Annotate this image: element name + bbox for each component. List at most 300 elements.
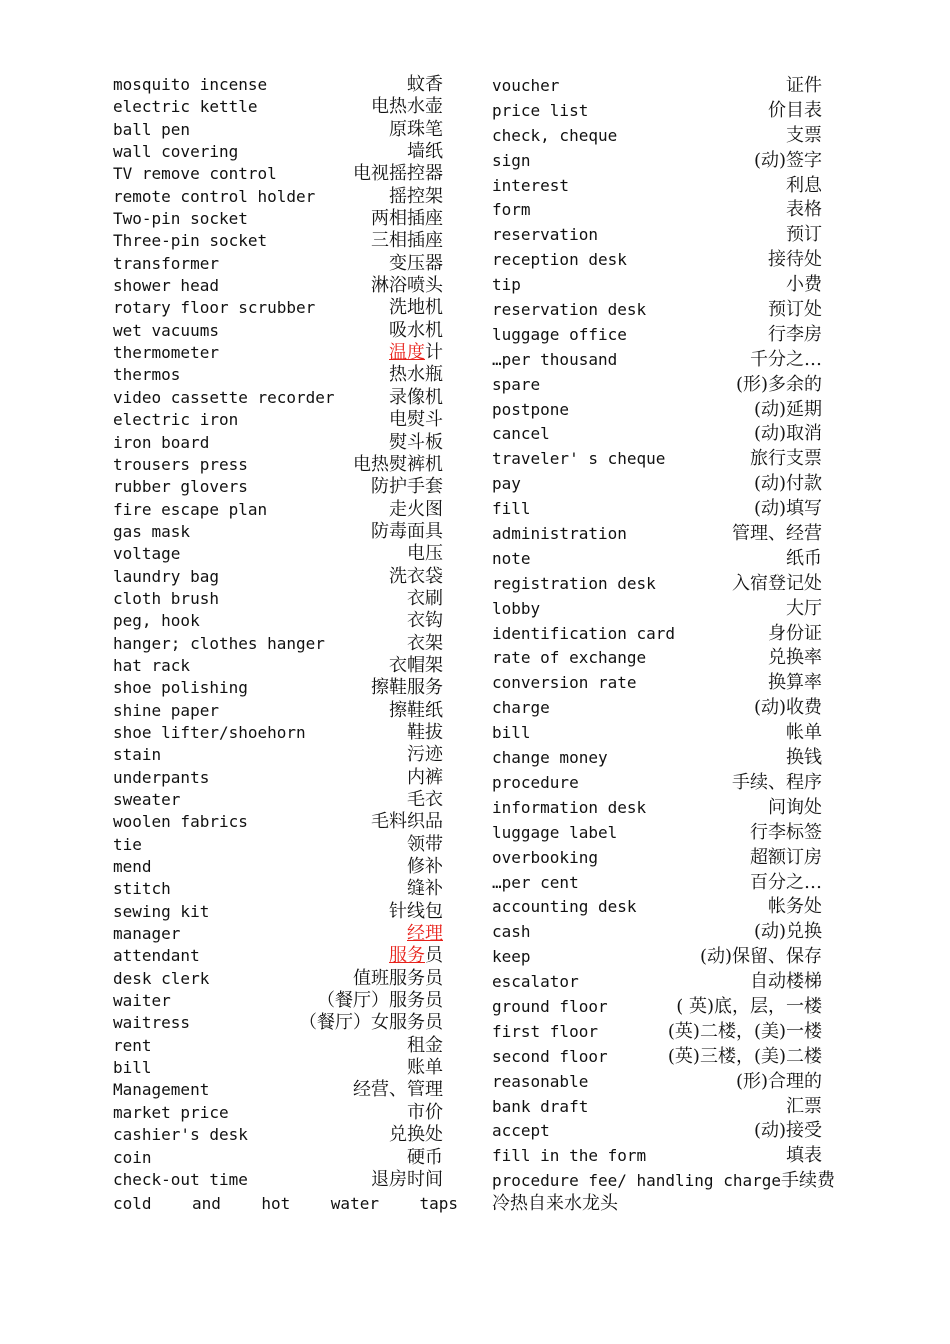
vocab-row — [492, 696, 822, 721]
vocab-row — [492, 273, 822, 298]
chinese-term: 支票 — [786, 124, 822, 146]
chinese-term: (形)多余的 — [735, 373, 822, 395]
chinese-term — [389, 342, 443, 364]
vocab-row — [113, 722, 443, 744]
vocab-row — [113, 767, 443, 789]
english-term: spare — [492, 374, 541, 394]
vocab-row — [492, 1169, 835, 1194]
vocab-row — [113, 588, 443, 610]
chinese-term: 证件 — [786, 75, 822, 96]
english-term: transformer — [113, 253, 219, 273]
chinese-term: 百分之… — [750, 871, 822, 893]
english-term: bill — [492, 723, 531, 743]
english-term: postpone — [492, 399, 570, 419]
vocab-row — [113, 566, 443, 588]
english-term: attendant — [113, 946, 200, 966]
chinese-term: 退房时间 — [371, 1168, 443, 1190]
english-term: rubber glovers — [113, 477, 248, 497]
vocab-row — [113, 923, 443, 945]
english-term: sewing kit — [113, 901, 210, 921]
vocab-row — [113, 901, 443, 923]
footer-word: hot — [261, 1194, 291, 1213]
footer-word: cold — [113, 1194, 152, 1213]
english-term: fill — [492, 499, 531, 519]
chinese-term: (动)收费 — [753, 697, 822, 719]
highlighted-text: 服务 — [389, 945, 425, 967]
vocab-row — [492, 547, 822, 572]
chinese-term: (动)保留、保存 — [699, 946, 822, 968]
vocab-row — [492, 597, 822, 622]
chinese-term-rest: 计 — [425, 342, 443, 364]
vocab-row — [113, 744, 443, 766]
english-term: peg, hook — [113, 611, 200, 631]
english-term: tie — [113, 834, 142, 854]
vocab-row — [492, 1070, 822, 1095]
footer-word: water — [330, 1194, 379, 1213]
english-term: accounting desk — [492, 897, 637, 917]
vocab-row — [113, 1124, 443, 1146]
english-term: pay — [492, 474, 521, 494]
chinese-term: 管理、经营 — [732, 523, 822, 545]
english-term: Two-pin socket — [113, 209, 248, 229]
highlighted-text: 经理 — [407, 923, 443, 945]
english-term: mend — [113, 857, 152, 877]
english-term: iron board — [113, 432, 210, 452]
english-term: electric kettle — [113, 97, 258, 117]
chinese-term: (英)二楼，(美)一楼 — [667, 1020, 822, 1042]
vocab-row — [113, 297, 443, 319]
vocab-row — [113, 320, 443, 342]
vocab-row — [113, 1169, 443, 1191]
english-term: reasonable — [492, 1071, 589, 1091]
vocab-row — [113, 96, 443, 118]
vocab-row — [492, 373, 822, 398]
chinese-term: 千分之… — [750, 348, 822, 370]
english-term: rent — [113, 1035, 152, 1055]
vocab-row — [113, 409, 443, 431]
english-term: information desk — [492, 797, 647, 817]
english-term: ball pen — [113, 119, 191, 139]
footer-word: and — [192, 1194, 221, 1213]
chinese-term: 问询处 — [768, 796, 822, 818]
vocab-row — [113, 811, 443, 833]
chinese-term: 缝补 — [407, 878, 443, 900]
vocab-row — [492, 995, 822, 1020]
chinese-term: (动)延期 — [753, 398, 822, 420]
english-term: overbooking — [492, 847, 598, 867]
chinese-term: （餐厅）服务员 — [317, 990, 443, 1012]
english-term: gas mask — [113, 521, 191, 541]
english-term: Management — [113, 1080, 210, 1100]
chinese-term: 两相插座 — [371, 208, 443, 230]
chinese-term: 行李房 — [768, 323, 822, 345]
vocab-row — [113, 610, 443, 632]
english-term: price list — [492, 100, 589, 120]
vocab-row — [492, 174, 822, 199]
vocab-row — [492, 721, 822, 746]
chinese-term: 三相插座 — [371, 230, 443, 252]
vocab-row — [492, 871, 822, 896]
vocab-row — [113, 1147, 443, 1169]
vocab-row — [492, 298, 822, 323]
english-term: woolen fabrics — [113, 812, 248, 832]
english-term: note — [492, 548, 531, 568]
vocab-row — [492, 1144, 822, 1169]
vocab-row — [492, 248, 822, 273]
chinese-term: 吸水机 — [389, 319, 443, 341]
english-term: desk clerk — [113, 968, 210, 988]
english-term: waitress — [113, 1013, 191, 1033]
chinese-term: 熨斗板 — [389, 431, 443, 453]
english-term: manager — [113, 924, 181, 944]
vocab-row — [113, 633, 443, 655]
chinese-term: 填表 — [786, 1145, 822, 1167]
chinese-term: 自动楼梯 — [750, 971, 822, 993]
chinese-term: 擦鞋服务 — [371, 677, 443, 699]
english-term: cloth brush — [113, 588, 219, 608]
vocab-row — [113, 141, 443, 163]
chinese-term: (动)取消 — [753, 423, 822, 445]
chinese-term: 录像机 — [389, 386, 443, 408]
chinese-term: 换钱 — [786, 747, 822, 769]
footer-row — [113, 1192, 633, 1216]
vocab-row — [492, 572, 822, 597]
vocab-row — [492, 447, 822, 472]
chinese-term: 账单 — [407, 1057, 443, 1079]
chinese-term: 电熨斗 — [389, 409, 443, 431]
vocab-row — [492, 348, 822, 373]
vocab-row — [113, 74, 443, 96]
vocab-row — [113, 968, 443, 990]
chinese-term: （餐厅）女服务员 — [299, 1012, 443, 1034]
english-term: fill in the form — [492, 1146, 647, 1166]
vocab-row — [492, 99, 822, 124]
chinese-term: 电视摇控器 — [353, 163, 443, 185]
english-term: interest — [492, 175, 570, 195]
english-term: luggage office — [492, 324, 627, 344]
vocab-row — [113, 499, 443, 521]
chinese-term: (动)付款 — [753, 473, 822, 495]
chinese-term: 毛料织品 — [371, 811, 443, 833]
english-term: video cassette recorder — [113, 387, 335, 407]
vocab-row — [492, 497, 822, 522]
chinese-term: 污迹 — [407, 744, 443, 766]
vocab-row — [113, 1035, 443, 1057]
chinese-term: 淋浴喷头 — [371, 275, 443, 297]
vocab-row — [492, 895, 822, 920]
chinese-term: 走火图 — [389, 498, 443, 520]
vocab-row — [492, 746, 822, 771]
vocab-row — [492, 422, 822, 447]
english-term: fire escape plan — [113, 499, 268, 519]
english-term: check, cheque — [492, 125, 618, 145]
chinese-term: 电热熨裤机 — [353, 453, 443, 475]
vocab-row — [113, 476, 443, 498]
english-term: TV remove control — [113, 164, 277, 184]
vocab-row — [113, 454, 443, 476]
chinese-term: 手续、程序 — [732, 771, 822, 793]
vocab-row — [113, 230, 443, 252]
chinese-term: 修补 — [407, 856, 443, 878]
english-term: hanger; clothes hanger — [113, 633, 325, 653]
vocab-row — [492, 1020, 822, 1045]
vocab-row — [113, 364, 443, 386]
chinese-term: 电压 — [407, 543, 443, 565]
chinese-term: 鞋拔 — [407, 721, 443, 743]
chinese-term: 表格 — [786, 199, 822, 221]
english-term: trousers press — [113, 454, 248, 474]
vocab-row — [113, 208, 443, 230]
english-term: sign — [492, 150, 531, 170]
vocab-row — [113, 700, 443, 722]
english-term: thermometer — [113, 343, 219, 363]
chinese-term: (动)填写 — [753, 498, 822, 520]
chinese-term: 衣帽架 — [389, 654, 443, 676]
chinese-term: 预订处 — [768, 299, 822, 321]
chinese-term: 防毒面具 — [371, 520, 443, 542]
chinese-term: 旅行支票 — [750, 448, 822, 470]
chinese-term — [389, 945, 443, 967]
chinese-term: 换算率 — [768, 672, 822, 694]
vocab-row — [492, 398, 822, 423]
vocab-row — [113, 945, 443, 967]
chinese-term: (动)兑换 — [753, 921, 822, 943]
chinese-term: 洗衣袋 — [389, 565, 443, 587]
english-term: market price — [113, 1102, 229, 1122]
chinese-term: 帐务处 — [768, 896, 822, 918]
chinese-term: 纸币 — [786, 547, 822, 569]
english-term: electric iron — [113, 410, 239, 430]
english-term: hat rack — [113, 655, 191, 675]
vocab-row — [113, 163, 443, 185]
english-term: bill — [113, 1058, 152, 1078]
chinese-term: 价目表 — [768, 99, 822, 121]
chinese-term: 毛衣 — [407, 789, 443, 810]
chinese-term: 防护手套 — [371, 476, 443, 498]
english-term: underpants — [113, 767, 210, 787]
chinese-term: 接待处 — [768, 249, 822, 271]
english-term: cash — [492, 922, 531, 942]
chinese-term: 租金 — [407, 1034, 443, 1056]
vocab-row — [113, 677, 443, 699]
english-term: shower head — [113, 276, 219, 296]
chinese-term: 原珠笔 — [389, 118, 443, 140]
english-term: registration desk — [492, 573, 656, 593]
english-term: sweater — [113, 790, 181, 809]
chinese-term: 衣钩 — [407, 610, 443, 632]
chinese-term: 衣架 — [407, 632, 443, 654]
vocab-row — [492, 846, 822, 871]
english-term: wall covering — [113, 142, 239, 162]
vocab-row — [113, 119, 443, 141]
chinese-term: 领带 — [407, 833, 443, 855]
vocab-row — [492, 796, 822, 821]
vocab-row — [113, 878, 443, 900]
vocab-row — [113, 789, 443, 811]
chinese-term: 身份证 — [768, 622, 822, 644]
english-term: reservation desk — [492, 300, 647, 320]
chinese-term: 行李标签 — [750, 821, 822, 843]
chinese-term: 经营、管理 — [353, 1079, 443, 1101]
english-term: administration — [492, 524, 627, 544]
chinese-term: 小费 — [786, 274, 822, 296]
vocab-row — [492, 1045, 822, 1070]
chinese-term — [407, 923, 443, 945]
vocab-row — [113, 834, 443, 856]
english-term: cashier's desk — [113, 1125, 248, 1145]
chinese-term: 针线包 — [389, 900, 443, 922]
chinese-term-rest: 员 — [425, 945, 443, 967]
vocab-row — [113, 856, 443, 878]
chinese-term: 墙纸 — [407, 141, 443, 163]
english-term: waiter — [113, 991, 171, 1011]
footer-chinese: 冷热自来水龙头 — [492, 1193, 618, 1214]
vocab-row — [492, 622, 822, 647]
vocab-row — [113, 521, 443, 543]
chinese-term: 洗地机 — [389, 297, 443, 319]
chinese-term: 入宿登记处 — [732, 572, 822, 594]
vocab-row — [113, 186, 443, 208]
vocab-row — [492, 472, 822, 497]
vocab-row — [492, 74, 822, 99]
chinese-term: (动)接受 — [753, 1120, 822, 1142]
english-term: stain — [113, 745, 162, 765]
english-term: conversion rate — [492, 673, 637, 693]
english-term: shine paper — [113, 700, 219, 720]
english-term: …per thousand — [492, 349, 618, 369]
chinese-term: (形)合理的 — [735, 1070, 822, 1092]
chinese-term: 衣刷 — [407, 587, 443, 609]
vocab-row — [492, 522, 822, 547]
chinese-term: 变压器 — [389, 252, 443, 274]
chinese-term: (动)签字 — [753, 149, 822, 171]
chinese-term: (英)三楼，(美)二楼 — [667, 1045, 822, 1067]
vocab-row — [113, 543, 443, 565]
english-term: coin — [113, 1147, 152, 1167]
english-term: second floor — [492, 1046, 608, 1066]
english-term: first floor — [492, 1021, 598, 1041]
english-term: form — [492, 200, 531, 220]
english-term: procedure fee/ handling charge — [492, 1171, 781, 1191]
english-term: lobby — [492, 598, 541, 618]
vocab-row — [113, 1012, 443, 1034]
english-term: reservation — [492, 225, 598, 245]
chinese-term: 预订 — [786, 224, 822, 246]
vocab-row — [492, 671, 822, 696]
vocab-row — [492, 821, 822, 846]
english-term: procedure — [492, 772, 579, 792]
english-term: stitch — [113, 879, 171, 899]
english-term: shoe lifter/shoehorn — [113, 722, 306, 742]
english-term: rotary floor scrubber — [113, 298, 316, 318]
english-term: wet vacuums — [113, 320, 219, 340]
vocab-row — [113, 1079, 443, 1101]
chinese-term: 电热水壶 — [371, 96, 443, 118]
vocab-row — [113, 990, 443, 1012]
english-term: bank draft — [492, 1096, 589, 1116]
vocab-row — [113, 275, 443, 297]
chinese-term: 帐单 — [786, 722, 822, 744]
english-term: cancel — [492, 424, 550, 444]
chinese-term: 擦鞋纸 — [389, 699, 443, 721]
english-term: tip — [492, 275, 521, 295]
highlighted-text: 温度 — [389, 342, 425, 364]
english-term: Three-pin socket — [113, 231, 268, 251]
english-term: remote control holder — [113, 186, 316, 206]
vocab-row — [492, 124, 822, 149]
vocab-row — [113, 342, 443, 364]
english-term: voltage — [113, 544, 181, 564]
chinese-term: 市价 — [407, 1101, 443, 1123]
chinese-term: 兑换率 — [768, 647, 822, 669]
english-term: keep — [492, 947, 531, 967]
english-term: escalator — [492, 972, 579, 992]
vocab-row — [113, 432, 443, 454]
left-column — [113, 74, 443, 1191]
vocab-row — [492, 323, 822, 348]
chinese-term: 内裤 — [407, 766, 443, 788]
vocab-row — [492, 1095, 822, 1120]
vocab-row — [492, 920, 822, 945]
english-term: charge — [492, 698, 550, 718]
vocab-row — [492, 149, 822, 174]
chinese-term: 蚊香 — [407, 74, 443, 95]
vocab-row — [492, 945, 822, 970]
english-term: laundry bag — [113, 566, 219, 586]
chinese-term: 手续费 — [780, 1170, 835, 1192]
english-term: mosquito incense — [113, 75, 268, 94]
english-term: …per cent — [492, 872, 579, 892]
english-term: check-out time — [113, 1169, 248, 1189]
chinese-term: 利息 — [786, 174, 822, 196]
english-term: change money — [492, 748, 608, 768]
english-term: accept — [492, 1121, 550, 1141]
chinese-term: 热水瓶 — [389, 364, 443, 386]
right-column — [492, 74, 835, 1194]
chinese-term: 汇票 — [786, 1095, 822, 1117]
english-term: identification card — [492, 623, 676, 643]
vocab-row — [492, 1119, 822, 1144]
vocab-row — [492, 646, 822, 671]
vocab-row — [492, 970, 822, 995]
footer-english — [113, 1192, 458, 1216]
vocab-row — [113, 655, 443, 677]
vocab-row — [492, 198, 822, 223]
english-term: voucher — [492, 76, 560, 95]
english-term: luggage label — [492, 822, 618, 842]
vocab-row — [113, 387, 443, 409]
vocab-row — [492, 223, 822, 248]
chinese-term: 超额订房 — [750, 846, 822, 868]
chinese-term: 硬币 — [407, 1146, 443, 1168]
chinese-term: 值班服务员 — [353, 967, 443, 989]
chinese-term: ( 英)底，层，一楼 — [676, 995, 822, 1017]
english-term: rate of exchange — [492, 648, 647, 668]
english-term: shoe polishing — [113, 678, 248, 698]
chinese-term: 大厅 — [786, 597, 822, 619]
english-term: ground floor — [492, 996, 608, 1016]
english-term: reception desk — [492, 250, 627, 270]
english-term: thermos — [113, 365, 181, 385]
vocab-row — [113, 253, 443, 275]
footer-word: taps — [419, 1194, 458, 1213]
vocab-row — [113, 1102, 443, 1124]
chinese-term: 兑换处 — [389, 1124, 443, 1146]
vocab-row — [113, 1057, 443, 1079]
english-term: traveler' s cheque — [492, 449, 666, 469]
chinese-term: 摇控架 — [389, 185, 443, 207]
vocab-row — [492, 771, 822, 796]
